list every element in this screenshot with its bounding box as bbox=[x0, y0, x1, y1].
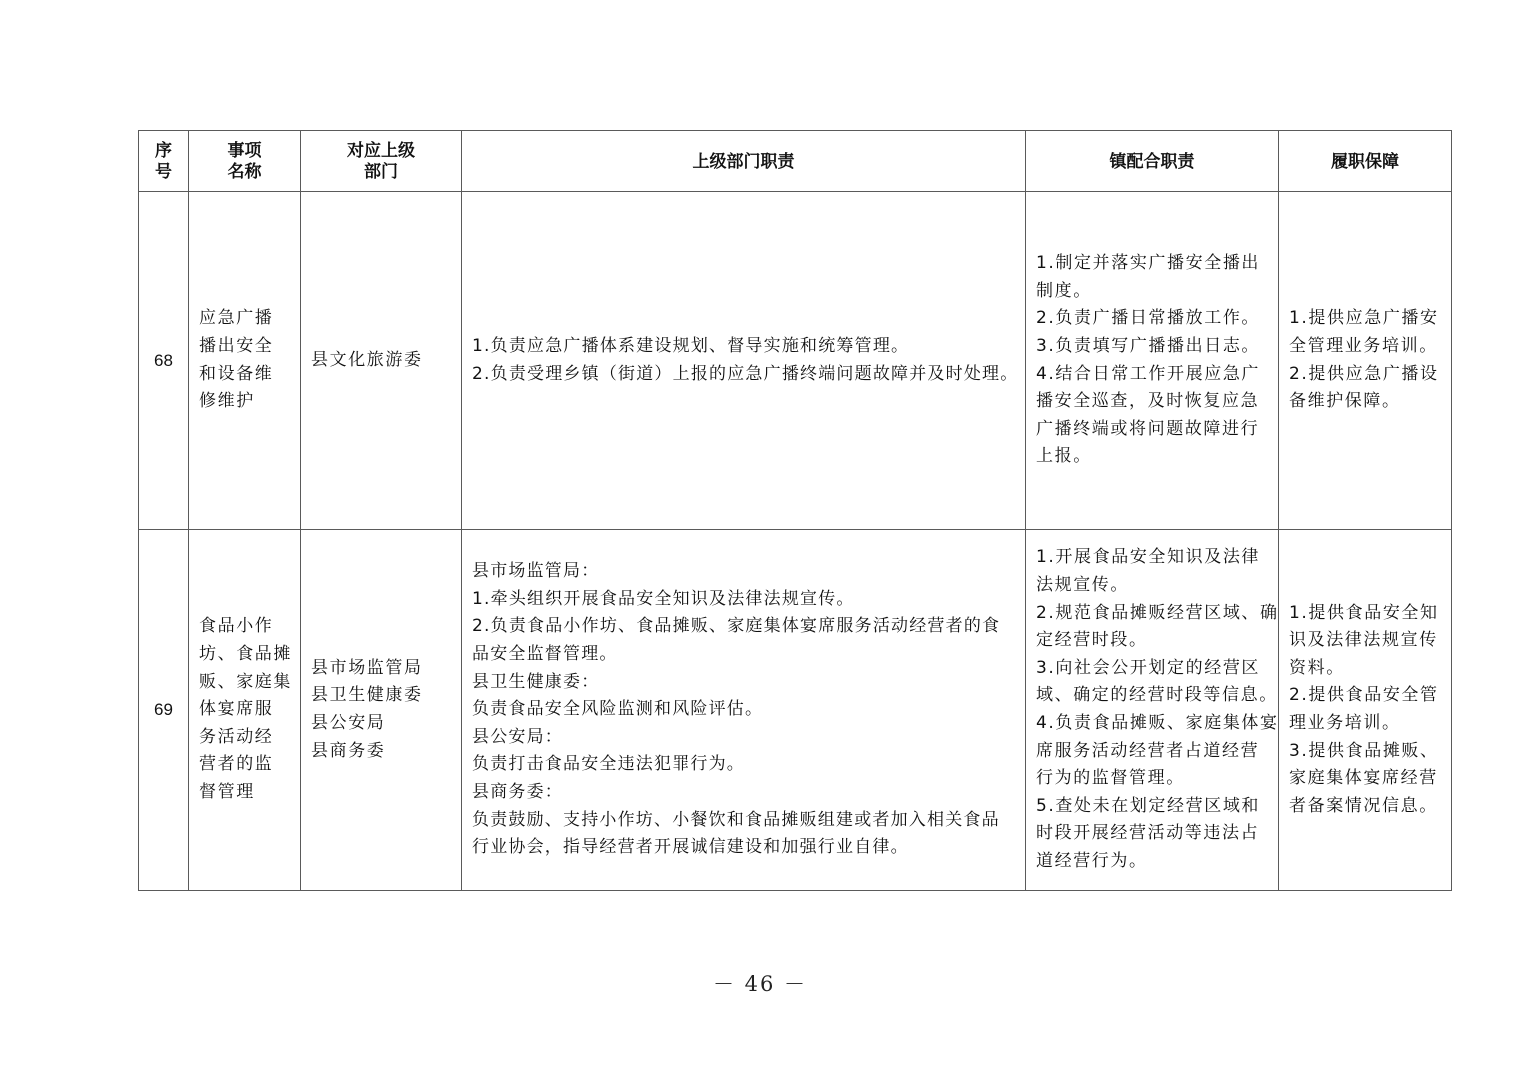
table-row bbox=[139, 192, 1452, 530]
header-item-name: 事项 名称 bbox=[189, 131, 301, 192]
header-seq: 序 号 bbox=[139, 131, 189, 192]
table-row bbox=[139, 530, 1452, 891]
row-guarantee: 1.提供应急广播安 全管理业务培训。 2.提供应急广播设 备维护保障。 bbox=[1279, 192, 1452, 530]
header-town-duty: 镇配合职责 bbox=[1026, 131, 1279, 192]
row-guarantee: 1.提供食品安全知 识及法律法规宣传 资料。 2.提供食品安全管 理业务培训。 3.提供食品摊贩、 家庭集体宴席经营 者备案情况信息。 bbox=[1279, 530, 1452, 891]
row-upper-duty: 县市场监管局： 1.牵头组织开展食品安全知识及法律法规宣传。 2.负责食品小作坊、食品摊贩、家庭集体宴席服务活动经营者的食 品安全监督管理。 县卫生健康委： 负责食品安全风险监测和风险评估。 县公安局： 负责打击食品安全违法犯罪行为。 县商务委： 负责鼓励、支持小作坊、小餐饮和食品摊贩组建或者加入相关食品 行业协会，指导经营者开展诚信建设和加强行业自律。 bbox=[462, 530, 1026, 891]
row-town-duty: 1.制定并落实广播安全播出 制度。 2.负责广播日常播放工作。 3.负责填写广播播出日志。 4.结合日常工作开展应急广 播安全巡查，及时恢复应急 广播终端或将问题故障进行 上报。 bbox=[1026, 192, 1279, 530]
row-seq: 68 bbox=[139, 192, 189, 530]
row-item-name: 食品小作 坊、食品摊 贩、家庭集 体宴席服 务活动经 营者的监 督管理 bbox=[189, 530, 301, 891]
table-header-row bbox=[139, 131, 1452, 192]
duty-table bbox=[138, 130, 1452, 891]
row-town-duty: 1.开展食品安全知识及法律 法规宣传。 2.规范食品摊贩经营区域、确 定经营时段。 3.向社会公开划定的经营区 域、确定的经营时段等信息。 4.负责食品摊贩、家庭集体宴 席服务活动经营者占道经营 行为的监督管理。 5.查处未在划定经营区域和 时段开展经营活动等违法占 道经营行为。 bbox=[1026, 530, 1279, 891]
row-upper-dept: 县文化旅游委 bbox=[301, 192, 462, 530]
header-upper-dept: 对应上级 部门 bbox=[301, 131, 462, 192]
page-number: － 46 － bbox=[712, 972, 808, 996]
row-upper-duty: 1.负责应急广播体系建设规划、督导实施和统筹管理。 2.负责受理乡镇（街道）上报的应急广播终端问题故障并及时处理。 bbox=[462, 192, 1026, 530]
row-upper-dept: 县市场监管局 县卫生健康委 县公安局 县商务委 bbox=[301, 530, 462, 891]
header-upper-duty: 上级部门职责 bbox=[462, 131, 1026, 192]
header-guarantee: 履职保障 bbox=[1279, 131, 1452, 192]
row-item-name: 应急广播 播出安全 和设备维 修维护 bbox=[189, 192, 301, 530]
row-seq: 69 bbox=[139, 530, 189, 891]
